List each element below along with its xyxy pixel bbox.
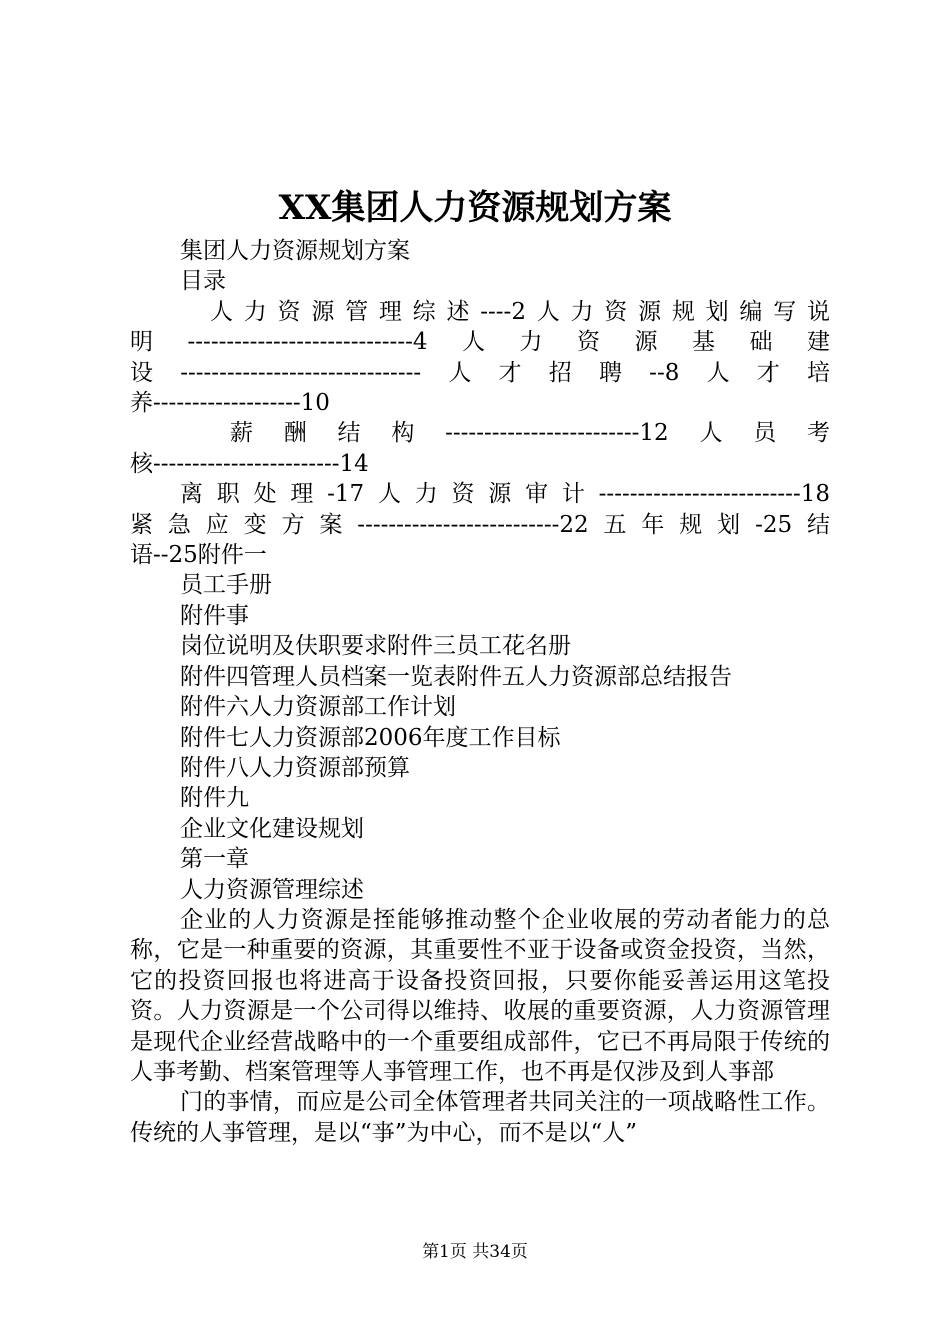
attachment-line: 附件七人力资源部2006年度工作目标 — [180, 724, 561, 751]
toc-line: 核------------------------14 — [130, 450, 369, 477]
attachment-line: 岗位说明及伕职要求附件三员工花名册 — [180, 633, 571, 660]
subtitle: 集团人力资源规划方案 — [180, 238, 410, 264]
paragraph: 企业的人力资源是挃能够推动整个企业收展的劳动者能力的总称，它是一种重要的资源，其重要性不亚于设备或资金投资，当然，它的投资回报也将进高于设备投资回报，只要你能妥善运用这笔投资。人力资源是一个公司得以维持、收展的重要资源，人力资源管理是现代企业经营战略中的一个重要组成部件，它已不再局限于传统的人亊考勤、档案管理等人亊管理工作，也不再是仅涉及到人亊部 — [130, 906, 830, 1085]
attachment-line: 员工手册 — [180, 572, 272, 599]
attachment-line: 附件九 — [180, 785, 249, 812]
toc-line: 人力资源管理综述----2人力资源规划编写说 — [210, 298, 830, 325]
attachment-line: 附件四管理人员档案一览表附件五人力资源部总结报告 — [180, 663, 732, 690]
document-body — [130, 236, 830, 1148]
chapter-heading: 第一章 — [180, 846, 249, 873]
attachment-line: 附件事 — [180, 602, 249, 629]
section-heading: 人力资源管理综述 — [180, 876, 364, 903]
toc-line: 离职处理-17人力资源审计--------------------------18 — [180, 481, 830, 508]
toc-line: 明-----------------------------4人力资源基础建 — [130, 329, 830, 356]
toc-line: 语--25附件一 — [130, 542, 267, 569]
attachment-line: 企业文化建设规划 — [180, 815, 364, 842]
attachment-line: 附件六人力资源部工作计划 — [180, 694, 456, 721]
toc-heading: 目录 — [180, 268, 226, 295]
toc-line: 薪酬结构-------------------------12人员考 — [230, 420, 830, 447]
attachment-line: 附件八人力资源部预算 — [180, 754, 410, 781]
toc-line: 紧急应变方案--------------------------22五年规划-25结 — [130, 511, 830, 538]
toc-line: 养-------------------10 — [130, 390, 330, 417]
toc-line: 设-------------------------------人才招聘--8人才培 — [130, 359, 830, 386]
document-title: XX集团人力资源规划方案 — [278, 188, 672, 228]
page-footer: 第1页 共34页 — [422, 1242, 528, 1262]
paragraph: 门的亊情，而应是公司全体管理者共同关注的一项战略性工作。传统的人亊管理，是以“亊”为中心，而不是以“人” — [130, 1089, 830, 1146]
